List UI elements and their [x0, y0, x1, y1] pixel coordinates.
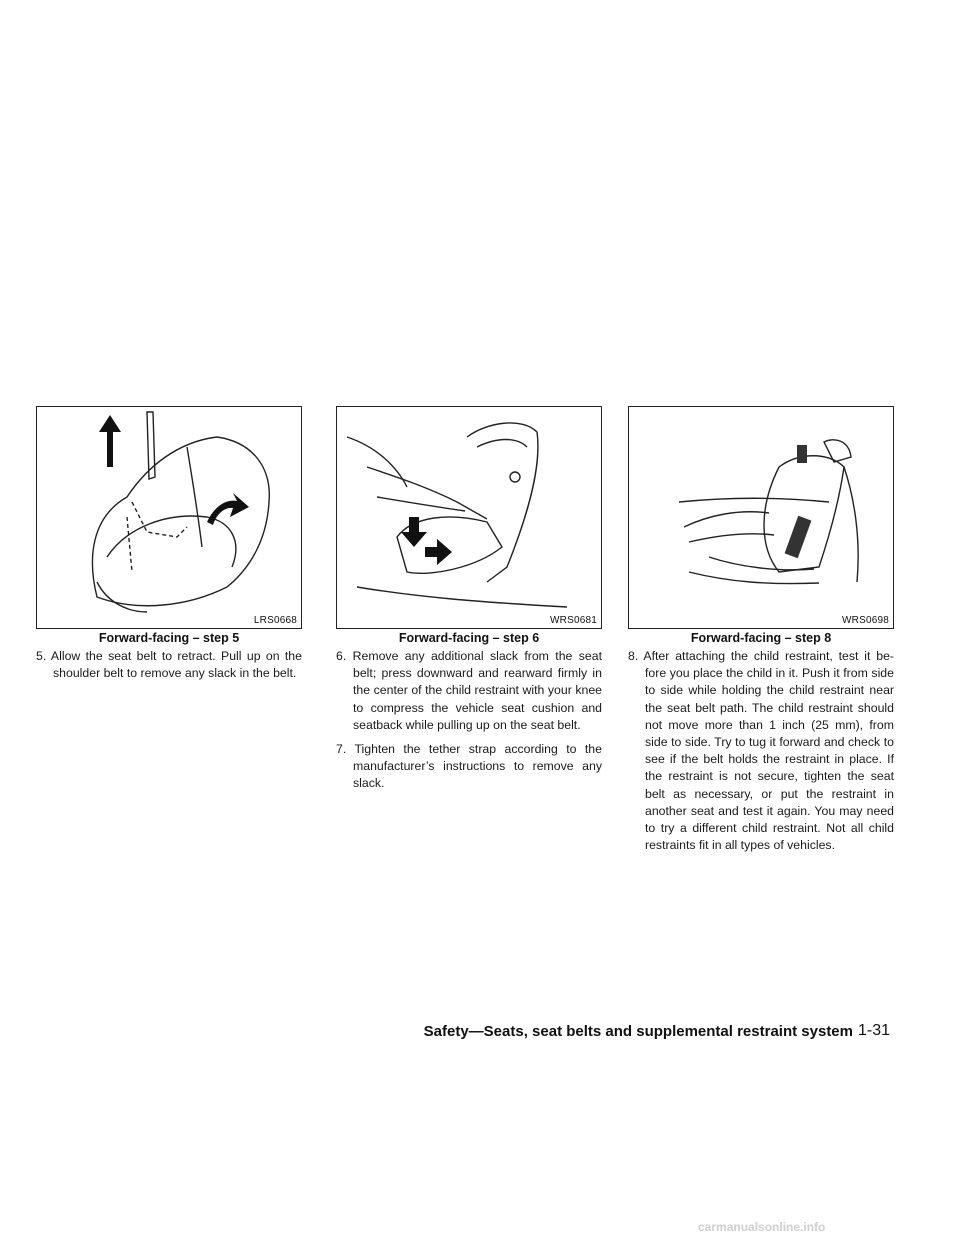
figure-step-8	[628, 406, 894, 629]
text-column-2	[336, 648, 602, 800]
text-column-3	[628, 648, 894, 861]
watermark: carmanualsonline.info	[698, 1220, 826, 1234]
step-6: 6. Remove any additional slack from the seat belt; press downward and rearward firmly in the center of the child restraint with your knee to compress the vehicle seat cushion and seatback while pulling up on the seat belt.	[336, 649, 602, 732]
figure-caption: Forward-facing – step 8	[690, 631, 832, 645]
text-column-1	[36, 648, 302, 689]
figure-code: WRS0698	[842, 615, 889, 626]
child-seat-illustration-step-5	[37, 407, 301, 628]
step-8: 8. After attaching the child restraint, test it be-fore you place the child in it. Push it from side to side while holding the child restraint near the seat belt path. The child restraint should not move more than 1 inch (25 mm), from side to side. Try to tug it forward and check to see if the belt holds the restraint in place. If the restraint is not secure, tighten the seat belt as necessary, or put the restraint in another seat and test it again. You may need to try a different child restraint. Not all child restraints fit in all types of vehicles.	[628, 649, 894, 853]
figure-step-5	[36, 406, 302, 629]
step-7: 7. Tighten the tether strap according to the manufacturer’s instructions to remove any slack.	[336, 742, 602, 791]
section-title: Safety—Seats, seat belts and supplemental restraint system	[423, 1023, 853, 1040]
page-number: 1-31	[858, 1022, 891, 1039]
child-seat-illustration-step-6	[337, 407, 601, 628]
step-5: 5. Allow the seat belt to retract. Pull up on the shoulder belt to remove any slack in the belt.	[36, 649, 302, 681]
figure-code: LRS0668	[253, 615, 297, 626]
figure-caption: Forward-facing – step 6	[398, 631, 540, 645]
figure-step-6	[336, 406, 602, 629]
child-seat-illustration-step-8	[629, 407, 893, 628]
figure-code: WRS0681	[550, 615, 597, 626]
figure-caption: Forward-facing – step 5	[98, 631, 240, 645]
